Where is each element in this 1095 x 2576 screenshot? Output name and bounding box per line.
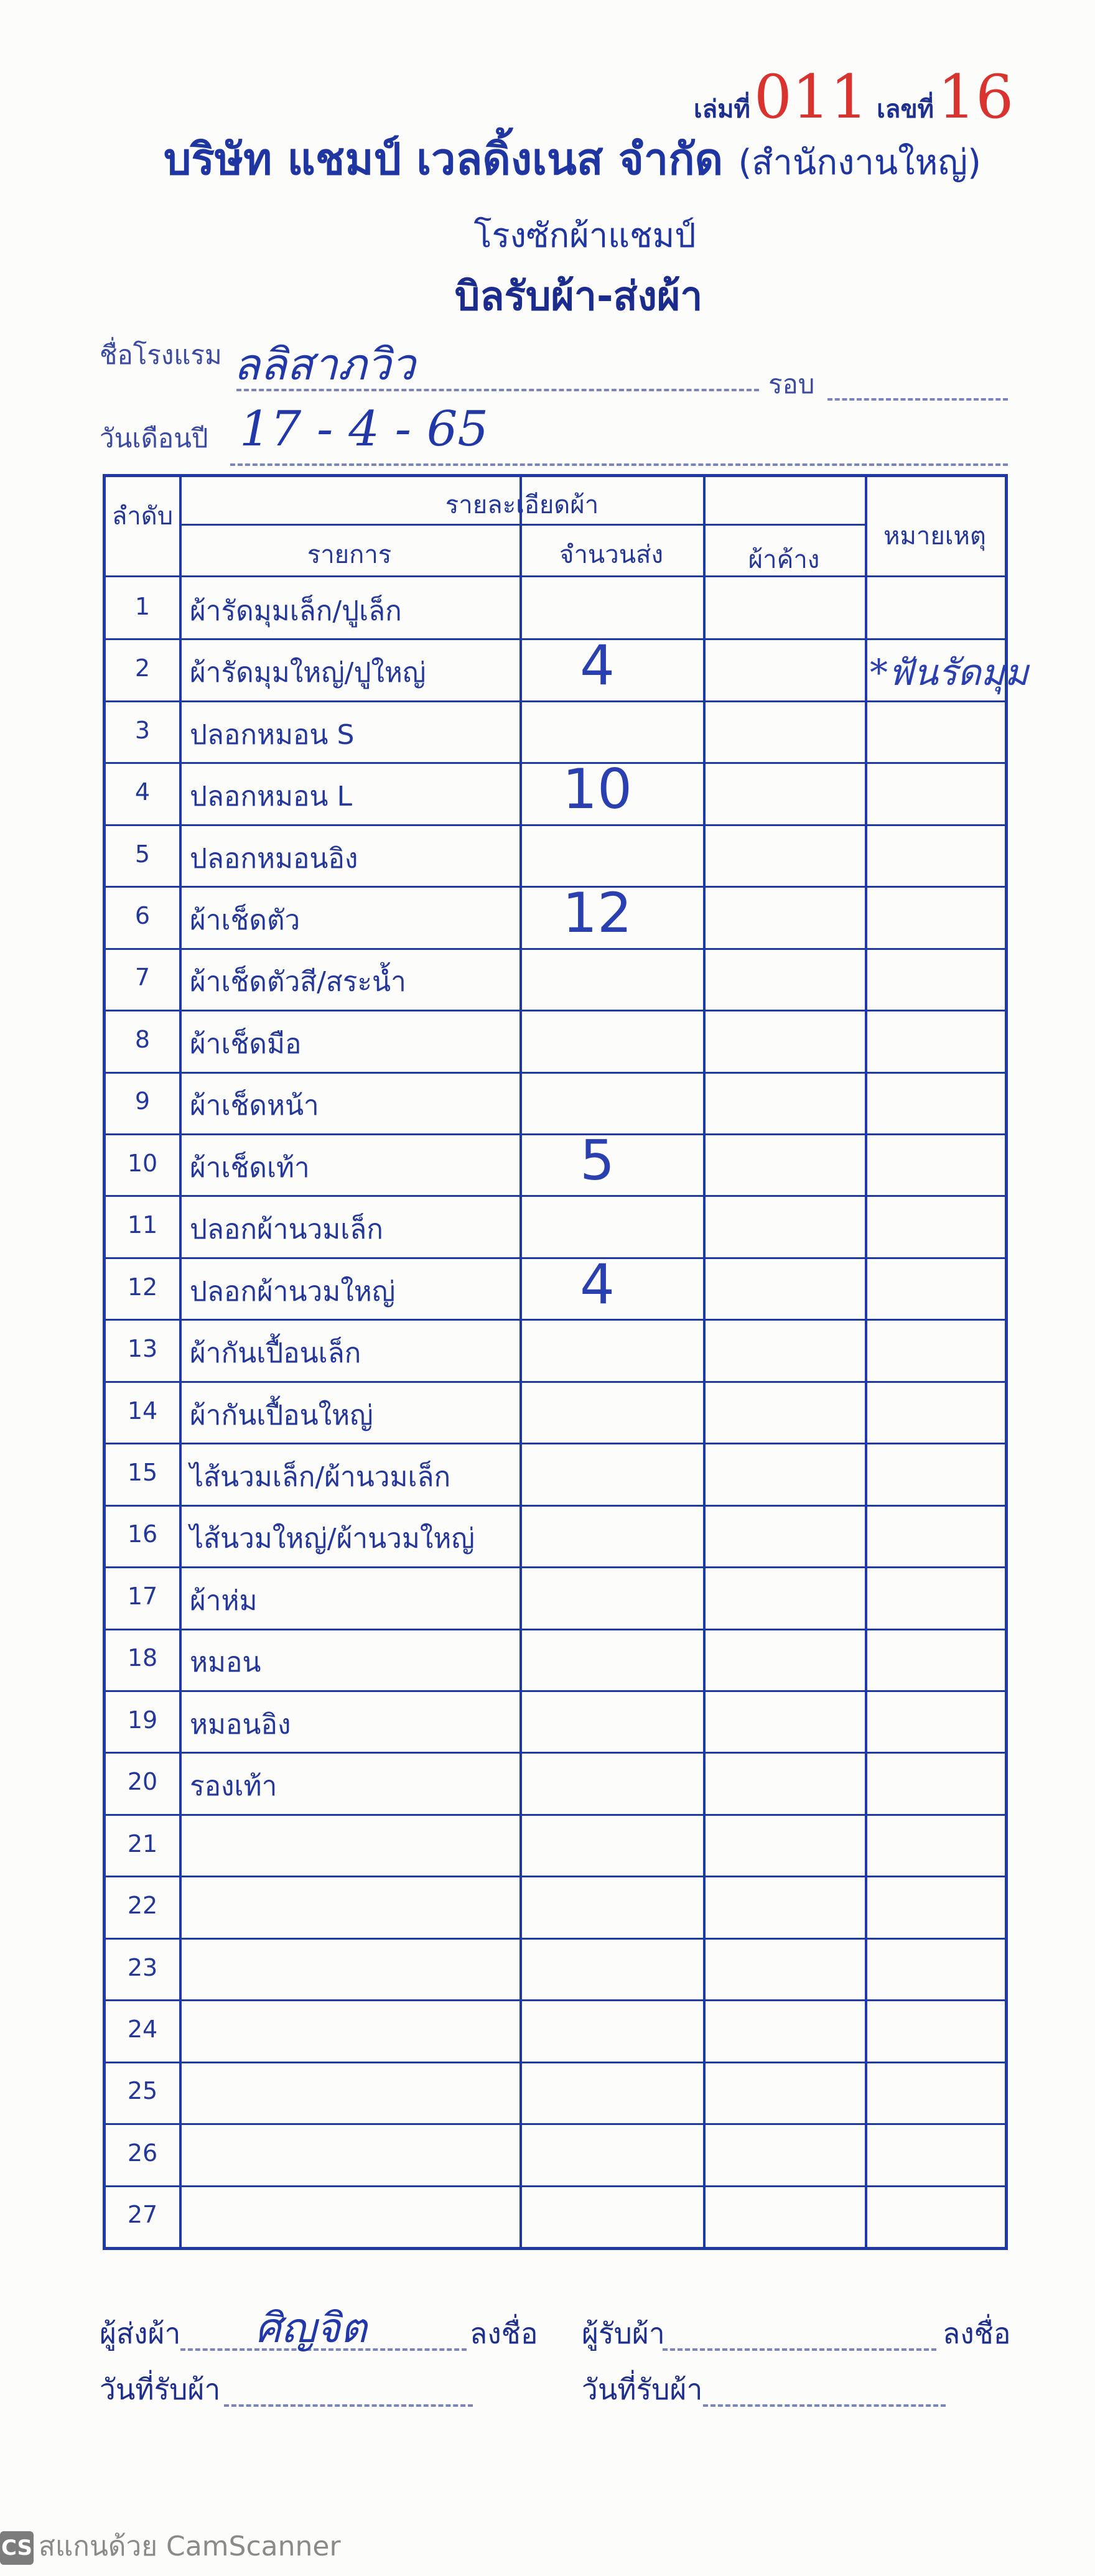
row-divider: [106, 1566, 1005, 1568]
row-item-name: หมอนอิง: [190, 1708, 291, 1741]
header-qty-sent: จำนวนส่ง: [559, 541, 663, 569]
row-number: 4: [134, 778, 151, 806]
round-label: รอบ: [768, 369, 815, 399]
book-number: 011: [753, 62, 869, 132]
book-number-line: [694, 62, 1042, 131]
row-number: 20: [127, 1768, 158, 1796]
receiver-label: ผู้รับผ้า: [582, 2317, 665, 2350]
row-qty-sent: 4: [580, 1252, 615, 1316]
row-divider: [106, 1505, 1005, 1507]
row-number: 3: [134, 716, 151, 744]
row-item-name: ผ้าห่ม: [190, 1584, 258, 1617]
company-title: บริษัท แชมป์ เวลดิ้งเนส จำกัด: [164, 134, 724, 185]
row-divider: [106, 1010, 1005, 1011]
date-label: วันเดือนปี: [100, 423, 208, 453]
row-item-name: ผ้ารัดมุมเล็ก/ปูเล็ก: [190, 595, 402, 627]
row-divider: [106, 700, 1005, 702]
row-item-name: ผ้าเช็ดหน้า: [190, 1090, 319, 1122]
row-divider: [106, 948, 1005, 950]
row-number: 5: [134, 840, 151, 868]
camscanner-text: สแกนด้วย CamScanner: [39, 2531, 341, 2562]
row-divider: [106, 1999, 1005, 2001]
col-divider-qty: [703, 477, 706, 2247]
row-item-name: ปลอกผ้านวมเล็ก: [190, 1214, 383, 1246]
receive-date-label: วันที่รับผ้า: [582, 2373, 703, 2406]
row-item-name: หมอน: [190, 1647, 261, 1679]
row-number: 10: [127, 1149, 158, 1177]
receive-date-line: [703, 2404, 946, 2407]
send-date-line: [224, 2404, 473, 2407]
header-no: ลำดับ: [111, 502, 174, 531]
row-number: 22: [127, 1892, 158, 1920]
row-number: 25: [127, 2077, 158, 2105]
document-title: บิลรับผ้า-ส่งผ้า: [454, 274, 703, 320]
row-divider: [106, 1443, 1005, 1444]
row-number: 24: [127, 2015, 158, 2043]
receiver-sign-line: [663, 2348, 936, 2351]
row-number: 9: [134, 1087, 151, 1115]
row-number: 8: [134, 1025, 151, 1053]
row-item-name: ปลอกหมอน S: [190, 718, 355, 751]
row-number: 18: [127, 1644, 158, 1672]
row-divider: [106, 2123, 1005, 2125]
row-divider: [106, 1938, 1005, 1940]
row-number: 1: [134, 592, 151, 620]
row-divider: [106, 2062, 1005, 2063]
row-divider: [106, 2185, 1005, 2187]
header-item: รายการ: [307, 541, 392, 569]
row-item-name: ปลอกหมอน L: [190, 781, 352, 813]
book-label: เล่มที่: [694, 95, 750, 124]
row-divider: [106, 1072, 1005, 1074]
sender-signature: ศิญจิต: [255, 2304, 367, 2352]
hotel-label: ชื่อโรงแรม: [100, 340, 222, 370]
date-line: [230, 463, 1008, 466]
row-item-name: ผ้ากันเปื้อนใหญ่: [190, 1399, 373, 1431]
send-date-label: วันที่รับผ้า: [100, 2373, 221, 2406]
row-divider: [106, 1814, 1005, 1816]
row-number: 17: [127, 1582, 158, 1610]
number-label: เลขที่: [877, 95, 934, 124]
row-item-name: ผ้าเช็ดตัวสี/สระน้ำ: [190, 966, 406, 998]
row-number: 6: [134, 901, 151, 929]
row-number: 11: [127, 1211, 158, 1239]
sender-label: ผู้ส่งผ้า: [100, 2317, 181, 2350]
hotel-value: ลลิสาภวิว: [233, 339, 416, 390]
factory-name: โรงซักผ้าแชมป์: [473, 216, 696, 255]
header-bottom-line: [106, 575, 1005, 577]
row-remark: *ฟันรัดมุม: [870, 651, 1028, 694]
row-qty-sent: 12: [562, 880, 632, 945]
row-number: 16: [127, 1520, 158, 1548]
row-number: 2: [134, 654, 151, 682]
row-qty-sent: 4: [580, 633, 615, 698]
laundry-items-table: [103, 474, 1028, 2250]
row-item-name: ผ้ากันเปื้อนเล็ก: [190, 1337, 361, 1370]
date-value: 17 - 4 - 65: [240, 401, 489, 457]
row-qty-sent: 5: [580, 1128, 615, 1193]
receiver-sign-suffix: ลงชื่อ: [943, 2317, 1011, 2350]
row-number: 13: [127, 1335, 158, 1363]
row-item-name: ไส้นวมเล็ก/ผ้านวมเล็ก: [190, 1461, 451, 1493]
camscanner-icon: CS: [0, 2531, 34, 2565]
row-divider: [106, 1690, 1005, 1692]
row-number: 14: [127, 1397, 158, 1425]
row-divider: [106, 1876, 1005, 1877]
row-divider: [106, 1752, 1005, 1754]
camscanner-watermark: [0, 2524, 341, 2568]
header-detail-group: รายละเอียดผ้า: [445, 491, 599, 519]
header-remark: หมายเหตุ: [883, 522, 986, 551]
row-item-name: ผ้าเช็ดตัว: [190, 904, 301, 936]
round-line: [827, 398, 1008, 401]
company-branch: (สำนักงานใหญ่): [738, 142, 981, 183]
header-pending: ผ้าค้าง: [748, 546, 820, 574]
row-number: 26: [127, 2139, 158, 2167]
col-divider-item: [520, 477, 522, 2247]
row-number: 21: [127, 1830, 158, 1858]
row-qty-sent: 10: [562, 757, 632, 822]
row-divider: [106, 824, 1005, 826]
row-item-name: ผ้าเช็ดเท้า: [190, 1151, 310, 1184]
sender-sign-suffix: ลงชื่อ: [470, 2317, 538, 2350]
row-divider: [106, 1195, 1005, 1197]
row-divider: [106, 1319, 1005, 1321]
col-divider-no: [179, 477, 182, 2247]
row-item-name: ผ้าเช็ดมือ: [190, 1028, 302, 1060]
row-number: 19: [127, 1706, 158, 1734]
document-number: 16: [938, 62, 1014, 132]
row-number: 15: [127, 1458, 158, 1486]
row-number: 23: [127, 1953, 158, 1981]
company-name: [0, 124, 1095, 193]
row-item-name: รองเท้า: [190, 1770, 277, 1803]
row-item-name: ปลอกหมอนอิง: [190, 842, 358, 875]
row-item-name: ไส้นวมใหญ่/ผ้านวมใหญ่: [190, 1523, 475, 1555]
row-number: 27: [127, 2201, 158, 2229]
row-item-name: ปลอกผ้านวมใหญ่: [190, 1275, 396, 1308]
row-number: 7: [134, 964, 151, 992]
row-divider: [106, 1381, 1005, 1383]
col-divider-pending: [865, 477, 867, 2247]
row-number: 12: [127, 1273, 158, 1301]
row-item-name: ผ้ารัดมุมใหญ่/ปูใหญ่: [190, 657, 426, 689]
row-divider: [106, 1629, 1005, 1630]
